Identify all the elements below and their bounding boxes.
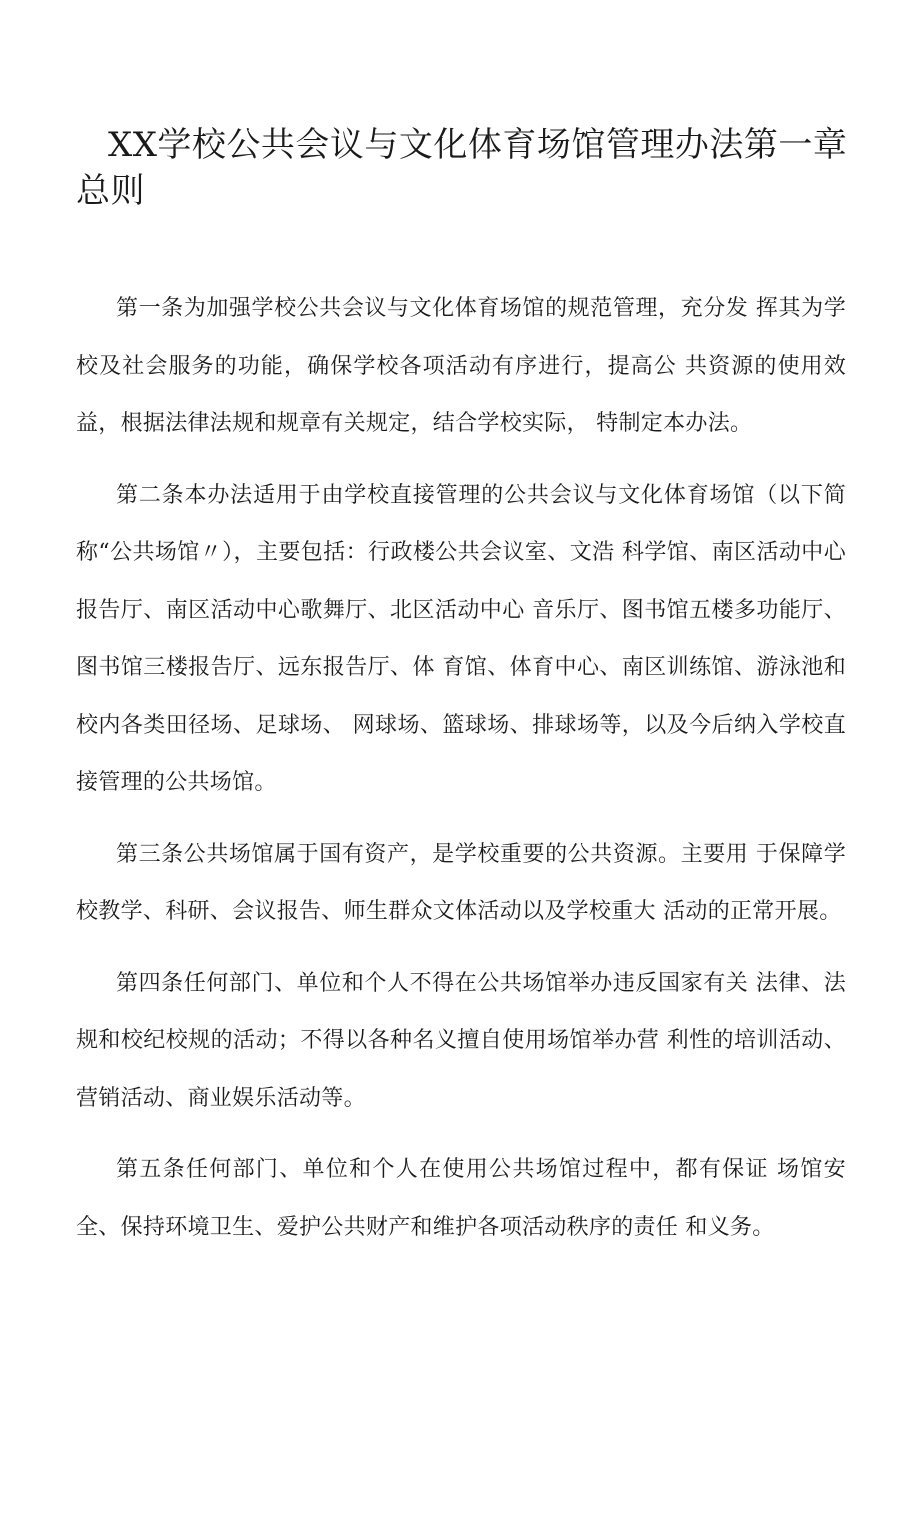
article-4: 第四条任何部门、单位和个人不得在公共场馆举办违反国家有关 法律、法规和校纪校规的活动；不得以各种名义擅自使用场馆举办营 利性的培训活动、营销活动、商业娱乐活动等。 [76, 970, 846, 1111]
article-3: 第三条公共场馆属于国有资产，是学校重要的公共资源。主要用 于保障学校教学、科研、会议报告、师生群众文体活动以及学校重大 活动的正常开展。 [76, 841, 846, 924]
article-2: 第二条本办法适用于由学校直接管理的公共会议与文化体育场馆（以下简称“公共场馆〃），主要包括：行政楼公共会议室、文浩 科学馆、南区活动中心报告厅、南区活动中心歌舞厅、北区活动中心 音乐厅、图书馆五楼多功能厅、图书馆三楼报告厅、远东报告厅、体 育馆、体育中心、南区训练馆、游泳池和校内各类田径场、足球场、 网球场、篮球场、排球场等，以及今后纳入学校直接管理的公共场馆。 [76, 482, 846, 795]
document-body [76, 280, 846, 1270]
document-title: XX学校公共会议与文化体育场馆管理办法第一章总则 [76, 125, 848, 211]
article-5: 第五条任何部门、单位和个人在使用公共场馆过程中，都有保证 场馆安全、保持环境卫生、爱护公共财产和维护各项活动秩序的责任 和义务。 [76, 1157, 846, 1240]
article-1: 第一条为加强学校公共会议与文化体育场馆的规范管理，充分发 挥其为学校及社会服务的功能，确保学校各项活动有序进行，提高公 共资源的使用效益，根据法律法规和规章有关规定，结合学校实际， 特制定本办法。 [76, 296, 846, 436]
